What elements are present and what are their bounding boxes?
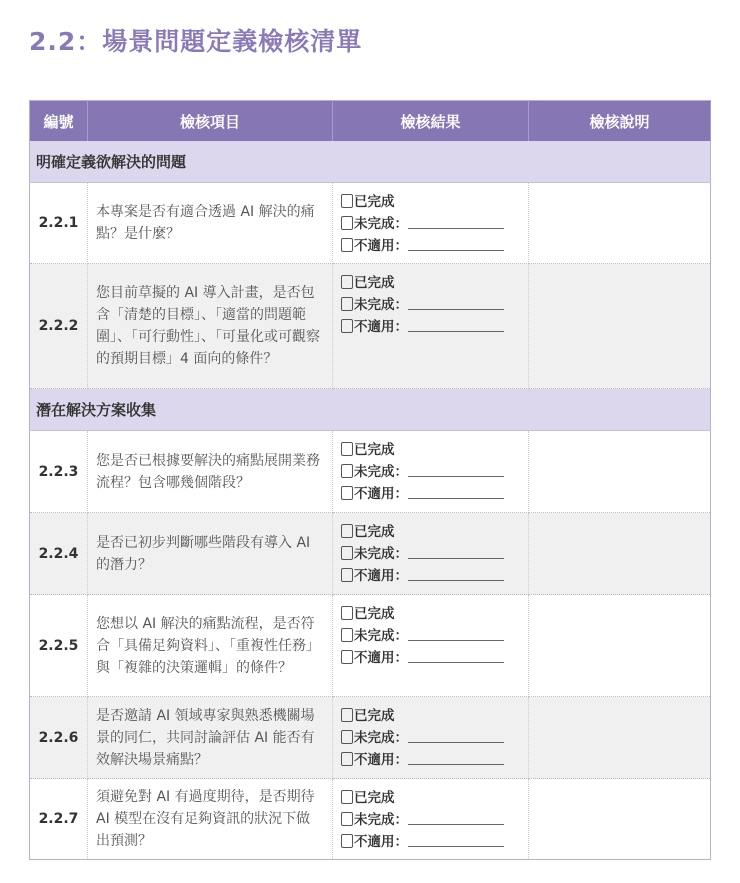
result-cell xyxy=(333,779,529,860)
item-number: 2.2.7 xyxy=(30,779,88,860)
not-done-blank[interactable] xyxy=(408,297,504,310)
checkbox-done[interactable] xyxy=(341,606,353,620)
result-cell xyxy=(333,513,529,595)
header-result: 檢核結果 xyxy=(333,101,529,142)
section-title: 潛在解決方案收集 xyxy=(30,389,711,431)
item-number: 2.2.1 xyxy=(30,183,88,264)
not-done-blank[interactable] xyxy=(408,216,504,229)
checkbox-not-done[interactable] xyxy=(341,297,353,311)
item-question: 是否邀請 AI 領域專家與熟悉機關場景的同仁，共同討論評估 AI 能否有效解決場景痛點？ xyxy=(88,697,333,779)
note-cell[interactable] xyxy=(529,595,711,697)
label-done: 已完成 xyxy=(354,524,395,540)
note-cell[interactable] xyxy=(529,431,711,513)
item-question: 您是否已根據要解決的痛點展開業務流程？包含哪幾個階段？ xyxy=(88,431,333,513)
label-na: 不適用： xyxy=(354,752,408,768)
not-done-blank[interactable] xyxy=(408,546,504,559)
checkbox-done[interactable] xyxy=(341,442,353,456)
result-cell xyxy=(333,697,529,779)
note-cell[interactable] xyxy=(529,697,711,779)
na-blank[interactable] xyxy=(408,486,504,499)
checkbox-na[interactable] xyxy=(341,752,353,766)
not-done-blank[interactable] xyxy=(408,464,504,477)
na-blank[interactable] xyxy=(408,650,504,663)
label-not-done: 未完成： xyxy=(354,812,408,828)
checklist-table xyxy=(29,100,711,860)
not-done-blank[interactable] xyxy=(408,730,504,743)
checkbox-not-done[interactable] xyxy=(341,628,353,642)
checkbox-na[interactable] xyxy=(341,834,353,848)
note-cell[interactable] xyxy=(529,779,711,860)
label-na: 不適用： xyxy=(354,319,408,335)
checkbox-done[interactable] xyxy=(341,524,353,538)
table-header xyxy=(30,101,711,142)
table-row xyxy=(30,183,711,264)
label-not-done: 未完成： xyxy=(354,216,408,232)
page-title: 2.2：場景問題定義檢核清單 xyxy=(29,27,363,56)
note-cell[interactable] xyxy=(529,513,711,595)
note-cell[interactable] xyxy=(529,264,711,389)
label-done: 已完成 xyxy=(354,442,395,458)
checkbox-done[interactable] xyxy=(341,708,353,722)
label-done: 已完成 xyxy=(354,790,395,806)
checkbox-not-done[interactable] xyxy=(341,546,353,560)
checkbox-not-done[interactable] xyxy=(341,464,353,478)
result-cell xyxy=(333,183,529,264)
na-blank[interactable] xyxy=(408,319,504,332)
label-not-done: 未完成： xyxy=(354,297,408,313)
checkbox-na[interactable] xyxy=(341,568,353,582)
table-row xyxy=(30,779,711,860)
not-done-blank[interactable] xyxy=(408,812,504,825)
checkbox-not-done[interactable] xyxy=(341,730,353,744)
checkbox-done[interactable] xyxy=(341,194,353,208)
section-row xyxy=(30,389,711,431)
na-blank[interactable] xyxy=(408,238,504,251)
label-done: 已完成 xyxy=(354,194,395,210)
result-cell xyxy=(333,431,529,513)
table-row xyxy=(30,264,711,389)
checkbox-na[interactable] xyxy=(341,238,353,252)
table-row xyxy=(30,431,711,513)
not-done-blank[interactable] xyxy=(408,628,504,641)
item-number: 2.2.6 xyxy=(30,697,88,779)
header-note: 檢核說明 xyxy=(529,101,711,142)
checkbox-na[interactable] xyxy=(341,650,353,664)
label-not-done: 未完成： xyxy=(354,730,408,746)
na-blank[interactable] xyxy=(408,752,504,765)
checkbox-not-done[interactable] xyxy=(341,216,353,230)
label-na: 不適用： xyxy=(354,238,408,254)
checkbox-not-done[interactable] xyxy=(341,812,353,826)
item-question: 您目前草擬的 AI 導入計畫，是否包含「清楚的目標」、「適當的問題範圍」、「可行動性」、「可量化或可觀察的預期目標」4 面向的條件？ xyxy=(88,264,333,389)
item-question: 您想以 AI 解決的痛點流程，是否符合「具備足夠資料」、「重複性任務」與「複雜的決策邏輯」的條件？ xyxy=(88,595,333,697)
table-row xyxy=(30,697,711,779)
na-blank[interactable] xyxy=(408,568,504,581)
label-na: 不適用： xyxy=(354,834,408,850)
label-not-done: 未完成： xyxy=(354,628,408,644)
section-title: 明確定義欲解決的問題 xyxy=(30,141,711,183)
checkbox-done[interactable] xyxy=(341,275,353,289)
result-cell xyxy=(333,595,529,697)
header-item: 檢核項目 xyxy=(88,101,333,142)
result-cell xyxy=(333,264,529,389)
label-na: 不適用： xyxy=(354,568,408,584)
item-question: 是否已初步判斷哪些階段有導入 AI 的潛力？ xyxy=(88,513,333,595)
note-cell[interactable] xyxy=(529,183,711,264)
label-done: 已完成 xyxy=(354,606,395,622)
label-na: 不適用： xyxy=(354,486,408,502)
item-number: 2.2.2 xyxy=(30,264,88,389)
item-number: 2.2.4 xyxy=(30,513,88,595)
checkbox-na[interactable] xyxy=(341,486,353,500)
item-question: 本專案是否有適合透過 AI 解決的痛點？是什麼？ xyxy=(88,183,333,264)
checkbox-done[interactable] xyxy=(341,790,353,804)
label-not-done: 未完成： xyxy=(354,546,408,562)
item-number: 2.2.3 xyxy=(30,431,88,513)
section-row xyxy=(30,141,711,183)
label-done: 已完成 xyxy=(354,275,395,291)
checkbox-na[interactable] xyxy=(341,319,353,333)
na-blank[interactable] xyxy=(408,834,504,847)
label-not-done: 未完成： xyxy=(354,464,408,480)
item-number: 2.2.5 xyxy=(30,595,88,697)
label-na: 不適用： xyxy=(354,650,408,666)
item-question: 須避免對 AI 有過度期待，是否期待 AI 模型在沒有足夠資訊的狀況下做出預測？ xyxy=(88,779,333,860)
header-number: 編號 xyxy=(30,101,88,142)
label-done: 已完成 xyxy=(354,708,395,724)
table-row xyxy=(30,513,711,595)
table-row xyxy=(30,595,711,697)
